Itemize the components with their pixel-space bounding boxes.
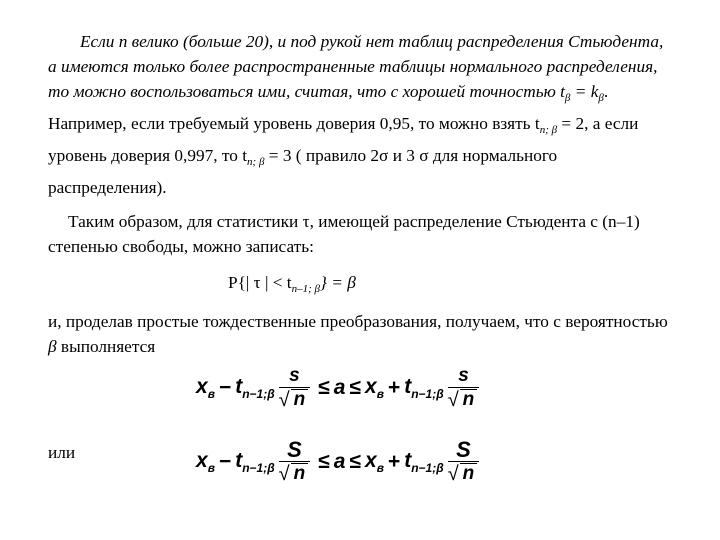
paragraph-transformations: и, проделав простые тождественные преобразования, получаем, что с вероятностью β выполняется	[48, 312, 668, 356]
fraction-S-over-sqrt-n: S √ n	[279, 439, 311, 486]
fraction-S-over-sqrt-n: S √ n	[448, 439, 480, 486]
fraction-s-over-sqrt-n: s √ n	[448, 365, 480, 412]
beta-symbol: β	[48, 337, 57, 356]
paragraph-student-statistic: Таким образом, для статистики τ, имеющей распределение Стьюдента с (n–1) степенью свободы, можно записать:	[48, 212, 640, 256]
paragraph-normal-approximation: Если n велико (больше 20), и под рукой нет таблиц распределения Стьюдента, а имеются только более распространенные таблицы нормального распределения, то можно воспользоваться ими, считая, что с хорошей точностью $t_\beta = k_\beta$. Например, если требуемый уровень доверия 0,95, то можно взять $t_{n; \beta} = 2$, а если уровень доверия 0,997, то $t_{n; \beta} = 3$ ( правило 2σ и 3 σ для нормального распределения).	[48, 32, 664, 197]
italic-intro: Если n велико (больше 20), и под рукой нет таблиц распределения Стьюдента, а имеются только более распространенные таблицы нормального распределения, то можно воспользоваться ими, считая, что с хорошей точностью $t_\beta = k_\beta$	[48, 32, 664, 104]
sample-mean: $x_в$	[365, 375, 384, 401]
sample-mean: $x_в$	[196, 449, 215, 475]
subscript-n-beta: n; β	[247, 156, 265, 168]
t-quantile: $t_{n-1;\beta}$	[404, 449, 444, 475]
sqrt-icon: √	[447, 388, 459, 411]
subscript-n-1-beta: n–1; β	[291, 283, 321, 295]
t-quantile: $t_{n-1;\beta}$	[404, 375, 444, 401]
fraction-s-over-sqrt-n: s √ n	[279, 365, 311, 412]
t-quantile: $t_{n-1;\beta}$	[235, 449, 275, 475]
sqrt-icon: √	[278, 388, 290, 411]
confidence-interval-formula-S: $x_в$ − $t_{n-1;\beta}$ S √ n ≤ a ≤ $x_в$ + $t_{n-1;\beta}$ S √ n	[196, 432, 483, 492]
or-label: или	[48, 443, 76, 462]
parameter-a: a	[333, 376, 346, 399]
parameter-a: a	[333, 450, 346, 473]
subscript-beta: β	[564, 92, 571, 104]
confidence-interval-formula-s: $x_в$ − $t_{n-1;\beta}$ s √ n ≤ a ≤ $x_в$ + $t_{n-1;\beta}$ s √ n	[196, 358, 483, 418]
subscript-n-beta: n; β	[539, 124, 558, 136]
sample-mean: $x_в$	[196, 375, 215, 401]
sqrt-icon: √	[278, 462, 290, 485]
sqrt-icon: √	[447, 462, 459, 485]
subscript-beta: β	[598, 92, 604, 104]
t-quantile: $t_{n-1;\beta}$	[235, 375, 275, 401]
probability-statement: P{| τ | < $t_{n-1; \beta}\} = \beta$	[228, 273, 356, 295]
sample-mean: $x_в$	[365, 449, 384, 475]
